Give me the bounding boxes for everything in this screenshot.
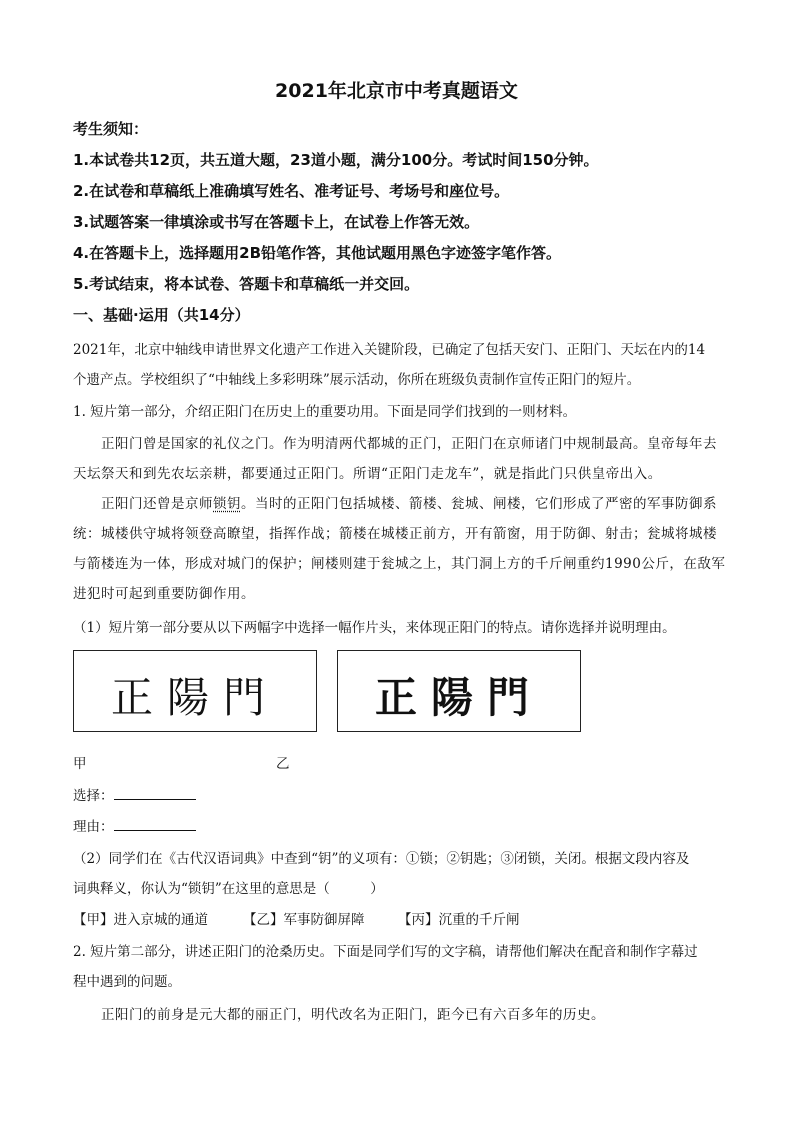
material-p2-line-4: 进犯时可起到重要防御作用。: [73, 586, 255, 602]
notice-item-2: 2.在试卷和草稿纸上准确填写姓名、准考证号、考场号和座位号。: [73, 182, 510, 200]
section-heading: 一、基础·运用（共14分）: [73, 306, 250, 324]
calligraphy-box-a: [73, 650, 317, 732]
choose-label: 选择：: [73, 788, 114, 804]
calligraphy-box-b: [337, 650, 581, 732]
keyword-suoyao: 锁钥: [213, 496, 241, 512]
material-p2-line-3: 与箭楼连为一体，形成对城门的保护；闸楼则建于瓮城之上，其门洞上方的千斤闸重约1990公斤，在敌军: [73, 556, 726, 572]
question-2-stem-line-1: 2. 短片第二部分，讲述正阳门的沧桑历史。下面是同学们写的文字稿，请帮他们解决在配音和制作字幕过: [73, 944, 698, 960]
notice-item-3: 3.试题答案一律填涂或书写在答题卡上，在试卷上作答无效。: [73, 213, 480, 231]
reason-label: 理由：: [73, 819, 114, 835]
label-yi: 乙: [276, 756, 290, 772]
reason-blank[interactable]: [114, 818, 196, 831]
intro-line-1: 2021年，北京中轴线申请世界文化遗产工作进入关键阶段，已确定了包括天安门、正阳门、天坛在内的14: [73, 342, 706, 358]
page-title: 2021年北京市中考真题语文: [275, 80, 518, 102]
notice-item-4: 4.在答题卡上，选择题用2B铅笔作答，其他试题用黑色字迹签字笔作答。: [73, 244, 562, 262]
question-1-stem: 1. 短片第一部分，介绍正阳门在历史上的重要功用。下面是同学们找到的一则材料。: [73, 404, 577, 420]
material-text: 。当时的正阳门包括城楼、箭楼、瓮城、闸楼，它们形成了严密的军事防御系: [241, 496, 717, 512]
material-p2-line-2: 统：城楼供守城将领登高瞭望，指挥作战；箭楼在城楼正前方，开有箭窗，用于防御、射击；瓮城将城楼: [73, 526, 717, 542]
calligraphy-a: 正陽門: [110, 673, 279, 722]
sub-question-2-line-2: 词典释义，你认为“锁钥”在这里的意思是（ ）: [73, 881, 384, 897]
sub-question-1: （1）短片第一部分要从以下两幅字中选择一幅作片头，来体现正阳门的特点。请你选择并说明理由。: [73, 620, 676, 636]
choose-blank[interactable]: [114, 787, 196, 800]
material-text: 正阳门还曾是京师: [101, 496, 213, 512]
notice-item-1: 1.本试卷共12页，共五道大题，23道小题，满分100分。考试时间150分钟。: [73, 151, 599, 169]
label-jia: 甲: [73, 756, 87, 772]
option-yi[interactable]: 【乙】军事防御屏障: [243, 912, 365, 928]
material-p2-line-1: [101, 492, 751, 512]
notice-heading: 考生须知：: [73, 120, 149, 138]
reason-row: [73, 815, 723, 835]
draft-text-p1: 正阳门的前身是元大都的丽正门，明代改名为正阳门，距今已有六百多年的历史。: [101, 1007, 605, 1023]
intro-line-2: 个遗产点。学校组织了“中轴线上多彩明珠”展示活动，你所在班级负责制作宣传正阳门的短片。: [73, 372, 641, 388]
material-p1-line-2: 天坛祭天和到先农坛亲耕，都要通过正阳门。所谓“正阳门走龙车”，就是指此门只供皇帝出入。: [73, 466, 662, 482]
option-bing[interactable]: 【丙】沉重的千斤闸: [398, 912, 520, 928]
material-p1-line-1: 正阳门曾是国家的礼仪之门。作为明清两代都城的正门，正阳门在京师诸门中规制最高。皇帝每年去: [101, 436, 717, 452]
calligraphy-b: 正陽門: [374, 673, 543, 722]
notice-item-5: 5.考试结束，将本试卷、答题卡和草稿纸一并交回。: [73, 275, 420, 293]
choose-row: [73, 784, 723, 804]
option-jia[interactable]: 【甲】进入京城的通道: [73, 912, 208, 928]
question-2-stem-line-2: 程中遇到的问题。: [73, 974, 181, 990]
sub-question-2-line-1: （2）同学们在《古代汉语词典》中查到“钥”的义项有：①锁；②钥匙；③闭锁，关闭。根据文段内容及: [73, 851, 690, 867]
